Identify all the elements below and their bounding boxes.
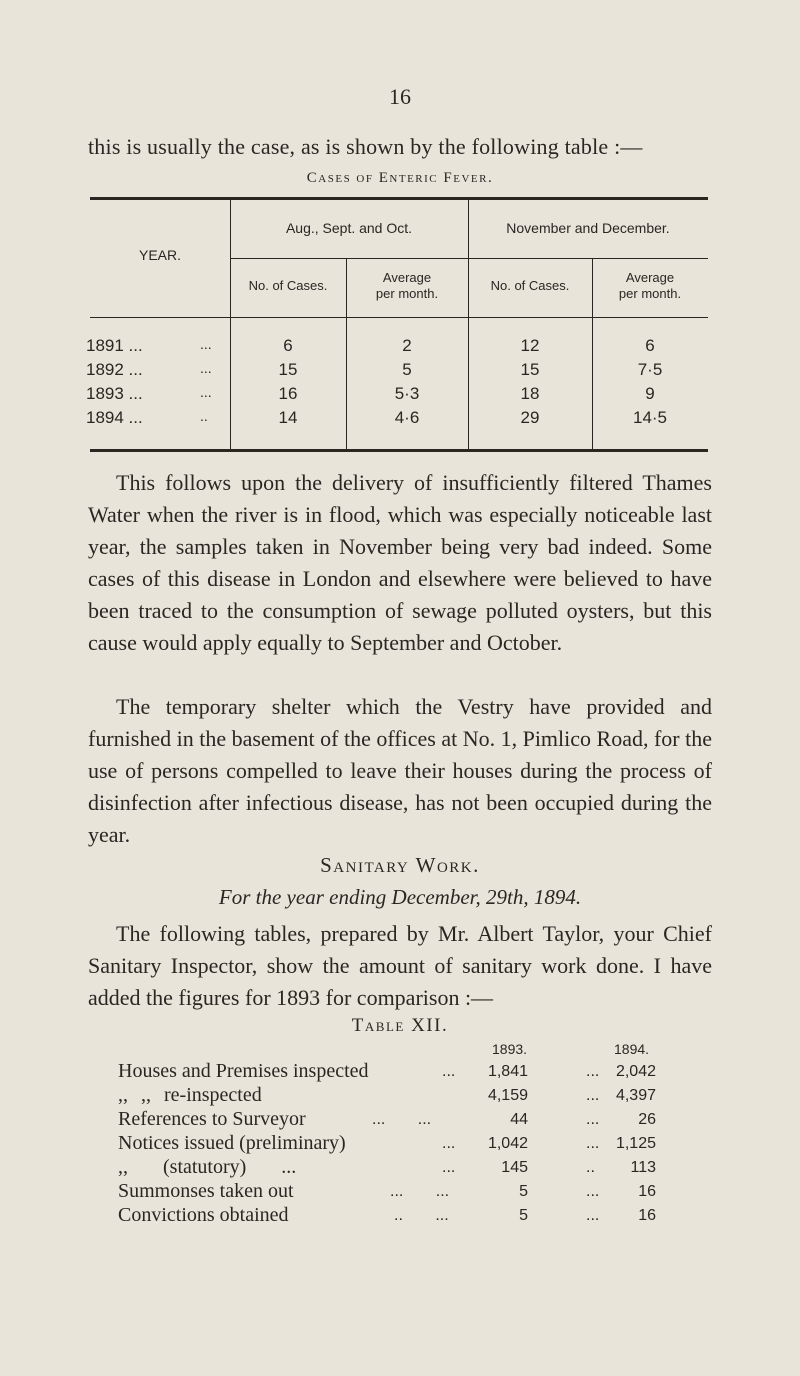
section-heading: Sanitary Work.: [320, 853, 480, 877]
col-average-line2: per month.: [618, 286, 682, 301]
row-dots: ..: [200, 408, 208, 424]
row-label: Houses and Premises inspected: [118, 1060, 369, 1082]
row-year: 1893 ...: [86, 384, 143, 403]
group2-header: November and December.: [506, 220, 670, 236]
row-cases-nd: 15: [520, 360, 540, 379]
row-dots: ...: [200, 336, 212, 352]
row-value-1893: 44: [510, 1111, 528, 1128]
row-dots: ...: [442, 1135, 456, 1152]
row-dots: ...: [586, 1063, 600, 1080]
row-dots: ..: [586, 1159, 595, 1176]
row-value-1894: 4,397: [615, 1087, 656, 1104]
row-dots: .. ...: [394, 1207, 449, 1224]
paragraph-1: [88, 467, 712, 659]
table-header-rule: [230, 258, 708, 259]
col-average-line2: per month.: [375, 286, 439, 301]
row-label: Notices issued (preliminary): [118, 1132, 346, 1154]
intro-line: this is usually the case, as is shown by the following table :—: [88, 134, 643, 159]
row-cases-nd: 12: [520, 336, 540, 355]
row-avg-aso: 5·3: [394, 384, 420, 403]
row-avg-aso: 2: [402, 336, 412, 355]
row-cases-aso: 14: [278, 408, 298, 427]
row-value-1893: 5: [519, 1207, 528, 1224]
row-avg-nd: 7·5: [637, 360, 663, 379]
row-dots: ... ...: [390, 1183, 450, 1200]
table-bottom-rule: [90, 449, 708, 452]
row-cases-nd: 29: [520, 408, 540, 427]
col-average-header: [592, 270, 708, 302]
paragraph-2: [88, 691, 712, 851]
col-cases-header: No. of Cases.: [248, 278, 328, 293]
table-top-rule: [90, 197, 708, 200]
row-year: 1891 ...: [86, 336, 143, 355]
table-xii-title: Table XII.: [351, 1015, 449, 1036]
col-average-line1: Average: [625, 270, 675, 285]
row-dots: ...: [442, 1063, 456, 1080]
row-dots: ...: [586, 1135, 600, 1152]
row-cases-aso: 6: [283, 336, 293, 355]
row-dots: ...: [442, 1159, 456, 1176]
paragraph-3-text: The following tables, prepared by Mr. Albert Taylor, your Chief Sanitary Inspector, show the amount of sanitary work done. I have added the figures for 1893 for comparison :—: [88, 921, 712, 1010]
row-dots: ...: [586, 1183, 600, 1200]
row-avg-nd: 6: [645, 336, 655, 355]
col-1894-header: 1894.: [614, 1041, 650, 1057]
row-value-1894: 1,125: [615, 1135, 656, 1152]
row-year: 1892 ...: [86, 360, 143, 379]
col-1893-header: 1893.: [492, 1041, 528, 1057]
paragraph-1-text: This follows upon the delivery of insufficiently filtered Thames Water when the river is in flood, which was especially noticeable last year, the samples taken in November being very bad indeed. Some cases of this disease in London and elsewhere were believed to have been traced to the consumption of sewage polluted oysters, but this cause would apply equally to September and October.: [88, 470, 712, 655]
enteric-table-title: Cases of Enteric Fever.: [306, 170, 494, 186]
row-label: References to Surveyor: [118, 1108, 306, 1130]
row-dots: ...: [586, 1207, 600, 1224]
row-label: ,, ,, re-inspected: [118, 1084, 262, 1106]
row-avg-aso: 4·6: [394, 408, 420, 427]
row-avg-nd: 9: [645, 384, 655, 403]
row-value-1894: 26: [638, 1111, 656, 1128]
col-cases-header: No. of Cases.: [490, 278, 570, 293]
row-value-1893: 145: [501, 1159, 528, 1176]
row-value-1894: 16: [638, 1207, 656, 1224]
row-label: Summonses taken out: [118, 1180, 294, 1202]
group1-header: Aug., Sept. and Oct.: [285, 220, 413, 236]
row-dots: ...: [200, 384, 212, 400]
page-number: 16: [389, 84, 411, 109]
row-dots: ...: [586, 1111, 600, 1128]
row-cases-nd: 18: [520, 384, 540, 403]
row-value-1893: 1,042: [487, 1135, 528, 1152]
row-dots: ...: [200, 360, 212, 376]
row-dots: ... ...: [372, 1111, 432, 1128]
row-value-1893: 4,159: [487, 1087, 528, 1104]
year-header: YEAR.: [138, 247, 181, 263]
row-value-1893: 5: [519, 1183, 528, 1200]
row-year: 1894 ...: [86, 408, 143, 427]
row-avg-aso: 5: [402, 360, 412, 379]
row-avg-nd: 14·5: [632, 408, 668, 427]
row-cases-aso: 16: [278, 384, 298, 403]
row-value-1894: 16: [638, 1183, 656, 1200]
col-average-line1: Average: [382, 270, 432, 285]
row-label: Convictions obtained: [118, 1204, 289, 1226]
section-subheading: For the year ending December, 29th, 1894.: [218, 885, 582, 909]
table-header-rule: [90, 317, 708, 318]
row-value-1894: 2,042: [615, 1063, 656, 1080]
col-average-header: [346, 270, 468, 302]
paragraph-2-text: The temporary shelter which the Vestry have provided and furnished in the basement of the offices at No. 1, Pimlico Road, for the use of persons compelled to leave their houses during the process of disinfection after infectious disease, has not been occupied during the year.: [88, 694, 713, 847]
row-label: ,, (statutory) ...: [118, 1156, 297, 1178]
paragraph-3: [88, 918, 712, 1014]
row-dots: ...: [586, 1087, 600, 1104]
row-cases-aso: 15: [278, 360, 298, 379]
row-value-1894: 113: [630, 1159, 656, 1176]
row-value-1893: 1,841: [487, 1063, 528, 1080]
